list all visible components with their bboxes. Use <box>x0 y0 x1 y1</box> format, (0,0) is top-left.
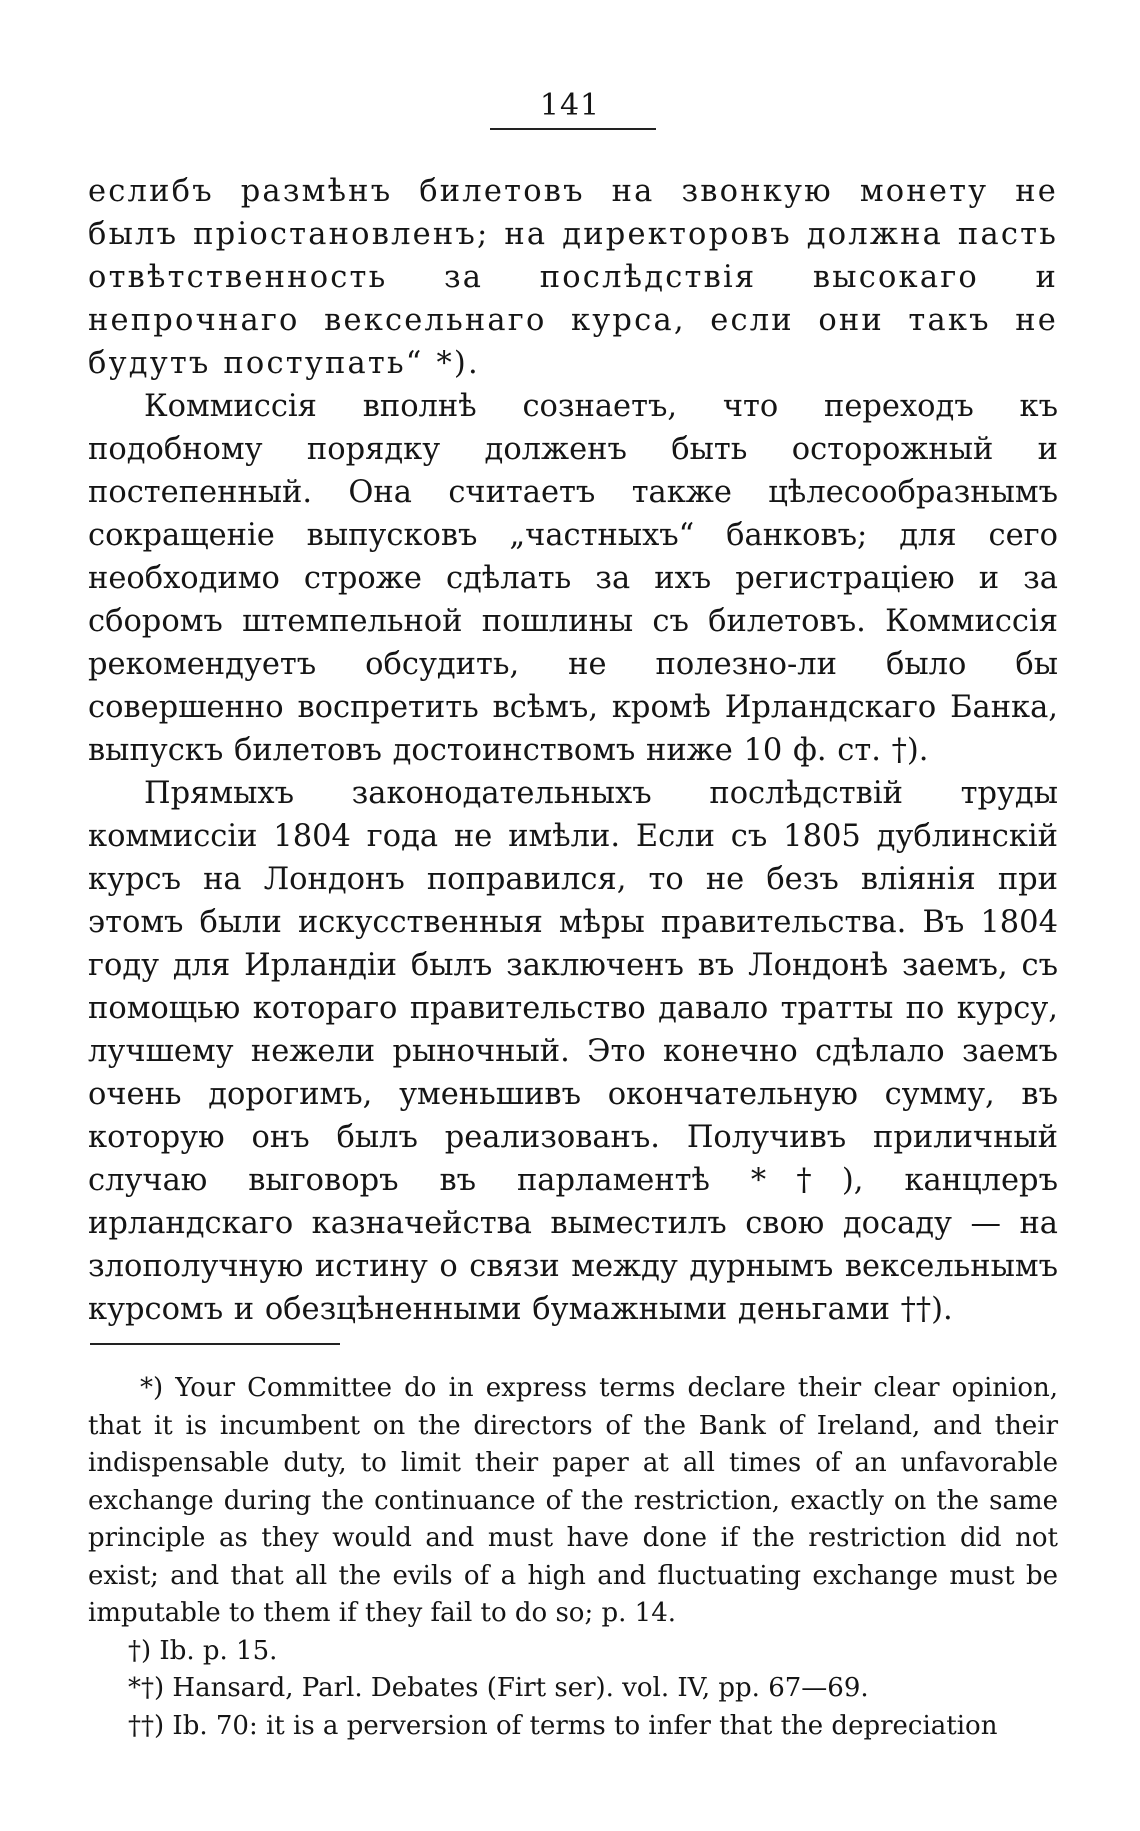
footnote-text: Your Committee do in express terms declare their clear opinion, that it is incumbent on the directors of the Bank of Ireland, and their indispensable duty, to limit their paper at all times of an unfavorable exchange during the continuance of the restriction, exactly on the same principle as they would and must have done if the restriction did not exist; and that all the evils of a high and fluctuating exchange must be imputable to them if they fail to do so; p. 14. <box>88 1373 1059 1628</box>
footnote-marker: *†) <box>128 1673 165 1703</box>
main-text <box>88 170 1058 1331</box>
footnote-marker: ††) <box>128 1710 165 1741</box>
paragraph-continuation: еслибъ размѣнъ билетовъ на звонкую монету не былъ пріостановленъ; на директоровъ должна пасть отвѣтственность за послѣдствія высокаго и непрочнаго вексельнаго курса, если они такъ не будутъ поступать“ *). <box>88 174 1058 381</box>
page-number: 141 <box>539 88 601 123</box>
footnotes <box>88 1370 1058 1745</box>
paragraph-consequences: Прямыхъ законодательныхъ послѣдствій труды коммиссіи 1804 года не имѣли. Если съ 1805 дублинскій курсъ на Лондонъ поправился, то не безъ вліянія при этомъ были искусственныя мѣры правительства. Въ 1804 году для Ирландіи былъ заключенъ въ Лондонѣ заемъ, съ помощью котораго правительство давало тратты по курсу, лучшему нежели рыночный. Это конечно сдѣлало заемъ очень дорогимъ, уменьшивъ окончательную сумму, въ которую онъ былъ реализованъ. Получивъ приличный случаю выговоръ въ парламентѣ *†), канцлеръ ирландскаго казначейства выместилъ свою досаду — на злополучную истину о связи между дурнымъ вексельнымъ курсомъ и обезцѣненными бумажными деньгами ††). <box>88 776 1058 1327</box>
footnote-2 <box>88 1633 1058 1671</box>
footnote-text: Ib. 70: it is a perversion of terms to infer that the depreciation <box>172 1710 998 1741</box>
page-number-rule <box>490 128 656 130</box>
footnote-1 <box>88 1370 1058 1633</box>
footnote-marker: *) <box>140 1373 164 1403</box>
paragraph-commission: Коммиссія вполнѣ сознаетъ, что переходъ къ подобному порядку долженъ быть осторожный и постепенный. Она считаетъ также цѣлесообразнымъ сокращеніе выпусковъ „частныхъ“ банковъ; для сего необходимо строже сдѣлать за ихъ регистраціею и за сборомъ штемпельной пошлины съ билетовъ. Коммиссія рекомендуетъ обсудить, не полезно-ли было бы совершенно воспретить всѣмъ, кромѣ Ирландскаго Банка, выпускъ билетовъ достоинствомъ ниже 10 ф. ст. †). <box>88 389 1058 768</box>
footnote-marker: †) <box>128 1635 152 1666</box>
footnote-3 <box>88 1670 1058 1708</box>
footnote-4 <box>88 1708 1058 1746</box>
footnote-text: Hansard, Parl. Debates (Firt ser). vol. IV, pp. 67—69. <box>172 1673 869 1703</box>
footnote-rule <box>90 1343 340 1345</box>
footnote-text: Ib. p. 15. <box>159 1635 278 1666</box>
